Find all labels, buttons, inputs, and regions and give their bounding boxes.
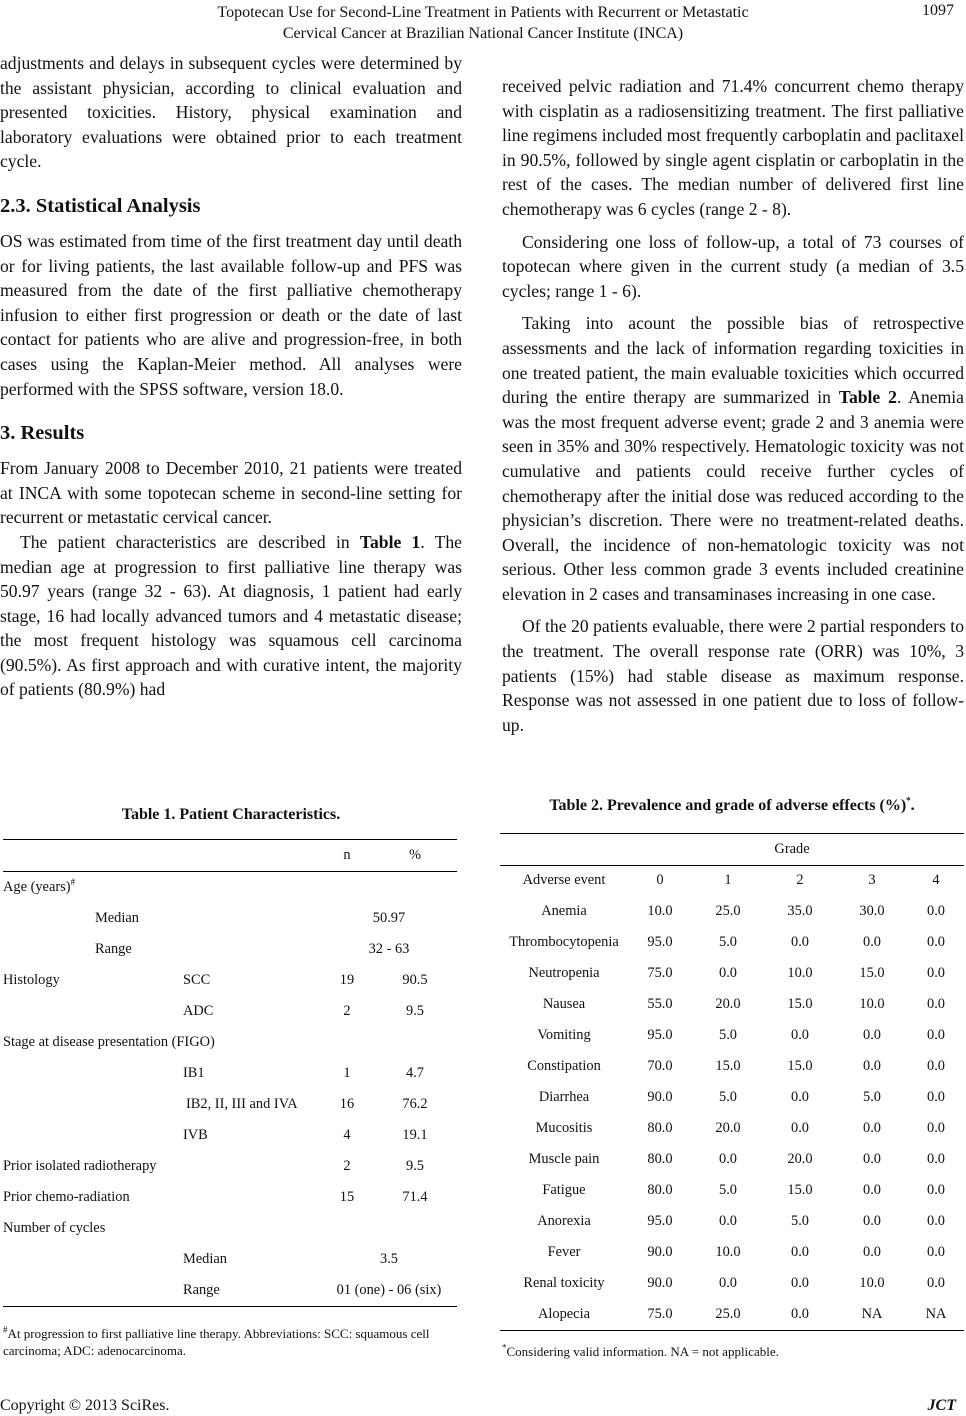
table-2-footnote bbox=[502, 1343, 962, 1360]
table-row bbox=[500, 1299, 964, 1331]
cell-value: 2 bbox=[343, 1003, 351, 1019]
cell-value: 80.0 bbox=[647, 1120, 673, 1136]
cell-value: 0.0 bbox=[863, 1244, 881, 1260]
cell-value: 0.0 bbox=[927, 1213, 945, 1229]
paragraph: adjustments and delays in subsequent cycles were determined by the assistant physician, according to clinical evaluation and presented toxicities. History, physical examination and laboratory evaluations were obtained prior to each treatment cycle. bbox=[0, 53, 462, 172]
table-row bbox=[500, 1175, 964, 1206]
cell-value: 0.0 bbox=[791, 934, 809, 950]
row-label bbox=[3, 872, 457, 904]
left-column bbox=[0, 51, 462, 702]
row-label: Anorexia bbox=[537, 1213, 591, 1229]
table-2 bbox=[500, 865, 964, 1331]
row-label: Vomiting bbox=[537, 1027, 591, 1043]
footnote-marker: # bbox=[70, 877, 76, 888]
cell-value: 9.5 bbox=[406, 1158, 424, 1174]
cell-value: 0.0 bbox=[927, 1027, 945, 1043]
table-row bbox=[3, 1027, 457, 1058]
caption-text: Table 2. Prevalence and grade of adverse effects (%) bbox=[549, 797, 907, 814]
header-line-1: Topotecan Use for Second-Line Treatment in Patients with Recurrent or Metastatic bbox=[217, 4, 749, 21]
cell-value: 01 (one) - 06 (six) bbox=[336, 1282, 442, 1298]
paragraph: OS was estimated from time of the first treatment day until death or for living patients, the last available follow-up and PFS was measured from the date of the first palliative chemotherapy infusion to either first progression or death or the date of last contact for patients who are alive and progression-free, in both cases using the Kaplan-Meier method. All analyses were performed with the SPSS software, version 18.0. bbox=[0, 230, 462, 399]
cell-value: 90.5 bbox=[402, 972, 428, 988]
cell-value: 5.0 bbox=[791, 1213, 809, 1229]
row-label: Renal toxicity bbox=[523, 1275, 605, 1291]
footnote-marker: * bbox=[906, 795, 911, 806]
cell-value: 0.0 bbox=[791, 1120, 809, 1136]
cell-value: 20.0 bbox=[715, 996, 741, 1012]
cell-value: 0.0 bbox=[863, 1182, 881, 1198]
cell-value: 20.0 bbox=[787, 1151, 813, 1167]
section-heading-statistical-analysis: 2.3. Statistical Analysis bbox=[0, 194, 201, 217]
cell-value: 75.0 bbox=[647, 965, 673, 981]
cell-value: 19.1 bbox=[402, 1127, 428, 1143]
cell-value: 50.97 bbox=[372, 910, 406, 926]
cell-value: 0.0 bbox=[927, 965, 945, 981]
cell-value: 0.0 bbox=[927, 996, 945, 1012]
section-heading-results: 3. Results bbox=[0, 422, 85, 445]
row-label: Mucositis bbox=[535, 1120, 593, 1136]
cell-value: 0.0 bbox=[863, 1151, 881, 1167]
running-header bbox=[0, 2, 966, 44]
cell-value: 5.0 bbox=[719, 1089, 737, 1105]
column-header: 1 bbox=[724, 872, 732, 888]
cell-value: 15.0 bbox=[787, 1182, 813, 1198]
cell-value: 16 bbox=[339, 1096, 355, 1112]
footnote-marker: # bbox=[3, 1324, 8, 1335]
cell-value: 0.0 bbox=[927, 1275, 945, 1291]
row-label: Diarrhea bbox=[538, 1089, 590, 1105]
cell-value: 0.0 bbox=[863, 1058, 881, 1074]
column-header: Adverse event bbox=[522, 872, 606, 888]
table-row bbox=[3, 1182, 457, 1213]
cell-value: 0.0 bbox=[719, 1151, 737, 1167]
row-label: Prior chemo-radiation bbox=[3, 1189, 130, 1205]
cell-value: 5.0 bbox=[719, 1027, 737, 1043]
cell-value: 0.0 bbox=[791, 1089, 809, 1105]
row-label: Median bbox=[95, 910, 139, 926]
cell-value: 3.5 bbox=[380, 1251, 398, 1267]
column-header: 2 bbox=[796, 872, 804, 888]
cell-value: 71.4 bbox=[402, 1189, 428, 1205]
cell-value: 35.0 bbox=[787, 903, 813, 919]
cell-value: 0.0 bbox=[791, 1027, 809, 1043]
table-2-header-row bbox=[500, 865, 964, 896]
cell-value: 0.0 bbox=[863, 934, 881, 950]
row-label: Stage at disease presentation (FIGO) bbox=[3, 1034, 215, 1050]
table-row bbox=[500, 1051, 964, 1082]
table-row bbox=[500, 1144, 964, 1175]
table-1-footnote bbox=[3, 1325, 461, 1359]
paragraph: From January 2008 to December 2010, 21 patients were treated at INCA with some topotecan scheme in second-line setting for recurrent or metastatic cervical cancer. bbox=[0, 458, 462, 528]
cell-value: 0.0 bbox=[927, 934, 945, 950]
row-label: Fatigue bbox=[542, 1182, 586, 1198]
table-row bbox=[3, 1213, 457, 1244]
cell-value: IB2, II, III and IVA bbox=[186, 1096, 298, 1112]
cell-value: 10.0 bbox=[787, 965, 813, 981]
row-label: Fever bbox=[547, 1244, 581, 1260]
cell-value: 15.0 bbox=[787, 1058, 813, 1074]
cell-value: 0.0 bbox=[927, 1151, 945, 1167]
table-1 bbox=[3, 839, 457, 1307]
text-run: . Anemia was the most frequent adverse event; grade 2 and 3 anemia were seen in 35% and 30% respectively. Hematologic toxicity was not cumulative and patients could receive further cycles of chemotherapy after the initial dose was reduced according to the physician’s discretion. There were no treatment-related deaths. Overall, the incidence of non-hematologic toxicity was not serious. Other less common grade 3 events included creatinine elevation in 2 cases and transaminases increasing in one case. bbox=[502, 387, 964, 604]
cell-value: 0.0 bbox=[927, 1089, 945, 1105]
page-number: 1097 bbox=[922, 2, 954, 19]
cell-value: SCC bbox=[183, 972, 211, 988]
cell-value: 0.0 bbox=[719, 1213, 737, 1229]
cell-value: 70.0 bbox=[647, 1058, 673, 1074]
row-label: Muscle pain bbox=[528, 1151, 600, 1167]
cell-value: 20.0 bbox=[715, 1120, 741, 1136]
row-label: Median bbox=[183, 1251, 227, 1267]
cell-value: 5.0 bbox=[719, 1182, 737, 1198]
row-label: Range bbox=[95, 941, 132, 957]
cell-value: 0.0 bbox=[791, 1244, 809, 1260]
row-label: Alopecia bbox=[538, 1306, 590, 1322]
cell-value: 95.0 bbox=[647, 934, 673, 950]
cell-value: 0.0 bbox=[927, 1182, 945, 1198]
footnote-text: At progression to first palliative line therapy. Abbreviations: SCC: squamous cell carcinoma; ADC: adenocarcinoma. bbox=[3, 1326, 430, 1358]
cell-value: 0.0 bbox=[927, 903, 945, 919]
cell-value: 15 bbox=[339, 1189, 355, 1205]
cell-value: 0.0 bbox=[927, 1244, 945, 1260]
cell-value: 0.0 bbox=[863, 1027, 881, 1043]
row-label: Constipation bbox=[527, 1058, 601, 1074]
table-row bbox=[3, 1058, 457, 1089]
table-row bbox=[500, 989, 964, 1020]
table-row bbox=[500, 1020, 964, 1051]
copyright: Copyright © 2013 SciRes. bbox=[0, 1397, 170, 1414]
text-run: Taking into acount the possible bias of retrospective assessments and the lack of information regarding toxicities in one treated patient, the main evaluable toxicities which occurred during the entire therapy are summarized in bbox=[502, 313, 964, 408]
table-row bbox=[3, 1151, 457, 1182]
table-row bbox=[500, 1113, 964, 1144]
table-2-reference[interactable]: Table 2 bbox=[838, 387, 897, 408]
cell-value: 55.0 bbox=[647, 996, 673, 1012]
cell-value: 32 - 63 bbox=[368, 941, 410, 957]
table-row bbox=[3, 903, 457, 934]
table-row bbox=[3, 934, 457, 965]
cell-value: IVB bbox=[183, 1127, 208, 1143]
cell-value: 75.0 bbox=[647, 1306, 673, 1322]
grade-label: Grade bbox=[774, 841, 810, 857]
cell-value: 25.0 bbox=[715, 1306, 741, 1322]
right-column bbox=[502, 74, 964, 737]
table-1-reference[interactable]: Table 1 bbox=[359, 531, 421, 552]
cell-value: 0.0 bbox=[791, 1306, 809, 1322]
column-header: 4 bbox=[932, 872, 940, 888]
cell-value: 10.0 bbox=[859, 996, 885, 1012]
cell-value: IB1 bbox=[183, 1065, 205, 1081]
row-label: Thrombocytopenia bbox=[509, 934, 619, 950]
paragraph bbox=[502, 311, 964, 606]
row-label: Range bbox=[183, 1282, 220, 1298]
table-row bbox=[500, 896, 964, 927]
cell-value: 76.2 bbox=[402, 1096, 428, 1112]
cell-value: 0.0 bbox=[791, 1275, 809, 1291]
paragraph: Of the 20 patients evaluable, there were 2 partial responders to the treatment. The overall response rate (ORR) was 10%, 3 patients (15%) had stable disease as maximum response. Response was not assessed in one patient due to loss of follow-up. bbox=[502, 616, 964, 735]
journal-abbreviation: JCT bbox=[927, 1397, 956, 1414]
cell-value: 1 bbox=[343, 1065, 351, 1081]
table-row bbox=[3, 872, 457, 904]
cell-value: 5.0 bbox=[863, 1089, 881, 1105]
column-header: 3 bbox=[868, 872, 876, 888]
table-row bbox=[500, 1206, 964, 1237]
cell-value: 15.0 bbox=[787, 996, 813, 1012]
cell-value: 10.0 bbox=[647, 903, 673, 919]
table-row bbox=[500, 1268, 964, 1299]
column-header-percent: % bbox=[409, 847, 421, 863]
cell-value: 25.0 bbox=[715, 903, 741, 919]
cell-value: 30.0 bbox=[859, 903, 885, 919]
cell-value: 4.7 bbox=[406, 1065, 424, 1081]
cell-value: 80.0 bbox=[647, 1182, 673, 1198]
table-2-caption bbox=[500, 797, 964, 815]
cell-value: 0.0 bbox=[719, 965, 737, 981]
table-1-caption: Table 1. Patient Characteristics. bbox=[121, 806, 341, 823]
table-row bbox=[3, 996, 457, 1027]
cell-value: ADC bbox=[183, 1003, 214, 1019]
cell-value: 0.0 bbox=[927, 1058, 945, 1074]
table-row bbox=[500, 958, 964, 989]
cell-value: 10.0 bbox=[859, 1275, 885, 1291]
cell-value: 2 bbox=[343, 1158, 351, 1174]
cell-value: 95.0 bbox=[647, 1213, 673, 1229]
table-row bbox=[3, 1089, 457, 1120]
cell-value: 4 bbox=[343, 1127, 351, 1143]
cell-value: 0.0 bbox=[863, 1213, 881, 1229]
row-label: Histology bbox=[3, 972, 60, 988]
cell-value: 90.0 bbox=[647, 1089, 673, 1105]
column-header-n: n bbox=[343, 847, 351, 863]
cell-value: NA bbox=[925, 1306, 947, 1322]
cell-value: 19 bbox=[339, 972, 355, 988]
cell-value: 80.0 bbox=[647, 1151, 673, 1167]
row-label: Anemia bbox=[541, 903, 587, 919]
cell-value: 9.5 bbox=[406, 1003, 424, 1019]
table-row bbox=[3, 1244, 457, 1275]
table-row bbox=[3, 1120, 457, 1151]
table-row bbox=[500, 1237, 964, 1268]
cell-value: 15.0 bbox=[715, 1058, 741, 1074]
footnote-text: Considering valid information. NA = not applicable. bbox=[506, 1344, 779, 1359]
row-label: Prior isolated radiotherapy bbox=[3, 1158, 157, 1174]
header-line-2: Cervical Cancer at Brazilian National Cancer Institute (INCA) bbox=[282, 25, 684, 42]
table-row bbox=[500, 1082, 964, 1113]
row-label: Number of cycles bbox=[3, 1220, 106, 1236]
table-1-header-row bbox=[3, 840, 457, 872]
cell-value: 90.0 bbox=[647, 1275, 673, 1291]
cell-value: 15.0 bbox=[859, 965, 885, 981]
cell-value: 5.0 bbox=[719, 934, 737, 950]
cell-value: 0.0 bbox=[719, 1275, 737, 1291]
table-row bbox=[3, 965, 457, 996]
age-label: Age (years) bbox=[3, 879, 71, 895]
paragraph: received pelvic radiation and 71.4% concurrent chemo therapy with cisplatin as a radiosensitizing treatment. The first palliative line regimens included most frequently carboplatin and paclitaxel in 90.5%, followed by single agent cisplatin or carboplatin in the rest of the cases. The median number of delivered first line chemotherapy was 6 cycles (range 2 - 8). bbox=[502, 76, 964, 219]
paragraph: Considering one loss of follow-up, a total of 73 courses of topotecan where given in the current study (a median of 3.5 cycles; range 1 - 6). bbox=[502, 231, 964, 301]
cell-value: 10.0 bbox=[715, 1244, 741, 1260]
row-label: Nausea bbox=[542, 996, 586, 1012]
table-row bbox=[500, 927, 964, 958]
column-header: 0 bbox=[656, 872, 664, 888]
text-run: . The median age at progression to first palliative line therapy was 50.97 years (range 32 - 63). At diagnosis, 1 patient had early stage, 16 had locally advanced tumors and 4 metastatic disease; the most frequent histology was squamous cell carcinoma (90.5%). As first approach and with curative intent, the majority of patients (80.9%) had bbox=[0, 531, 462, 700]
paragraph bbox=[0, 530, 462, 702]
caption-end: . bbox=[910, 797, 915, 814]
row-label: Neutropenia bbox=[528, 965, 600, 981]
footnote-marker: * bbox=[502, 1342, 507, 1353]
cell-value: 95.0 bbox=[647, 1027, 673, 1043]
grade-header bbox=[500, 833, 964, 866]
cell-value: 0.0 bbox=[863, 1120, 881, 1136]
table-row bbox=[3, 1275, 457, 1307]
text-run: The patient characteristics are described in bbox=[20, 531, 360, 552]
cell-value: 90.0 bbox=[647, 1244, 673, 1260]
cell-value: NA bbox=[861, 1306, 883, 1322]
cell-value: 0.0 bbox=[927, 1120, 945, 1136]
